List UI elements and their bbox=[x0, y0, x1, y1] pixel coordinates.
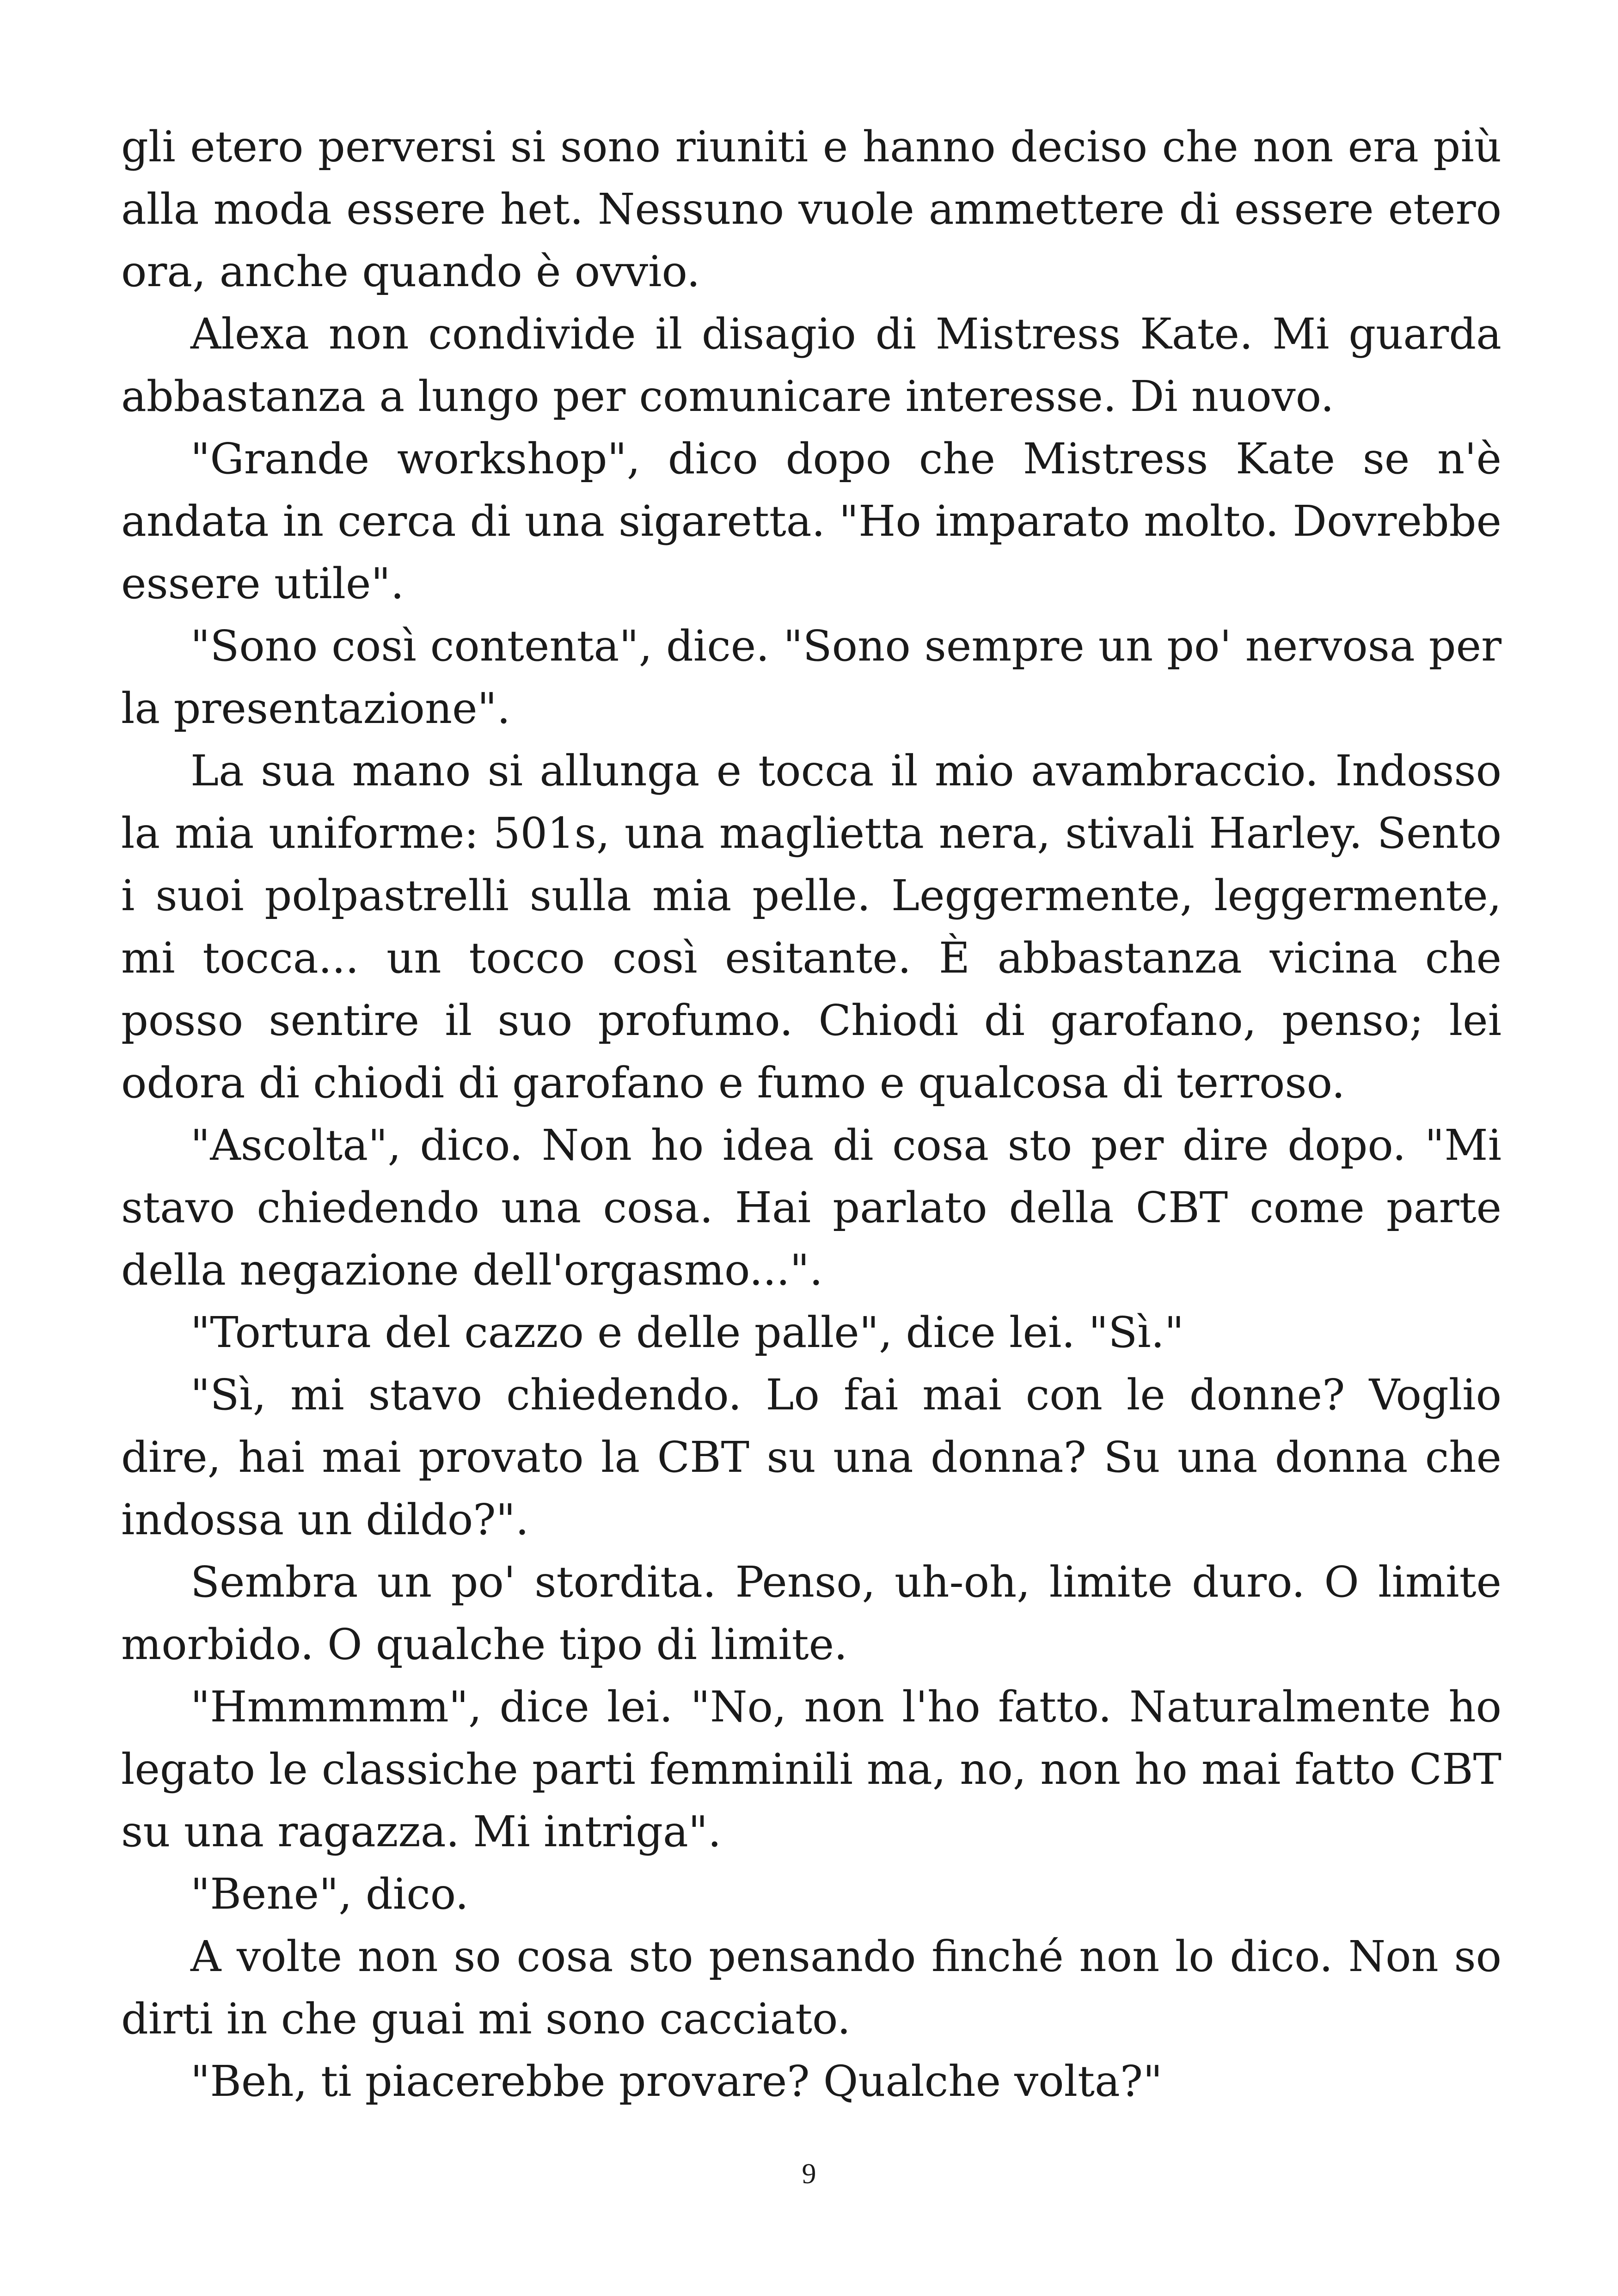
page-number: 9 bbox=[802, 2158, 816, 2190]
paragraph: "Beh, ti piacerebbe provare? Qualche volta?" bbox=[190, 2057, 1163, 2106]
paragraph: "Tortura del cazzo e delle palle", dice lei. "Sì." bbox=[190, 1308, 1184, 1357]
body-text bbox=[121, 116, 1502, 2112]
paragraph: "Hmmmmm", dice lei. "No, non l'ho fatto. Naturalmente ho legato le classiche parti femminili ma, no, non ho mai fatto CBT su una ragazza. Mi intriga". bbox=[121, 1682, 1502, 1856]
paragraph-continued: gli etero perversi si sono riuniti e hanno deciso che non era più alla moda essere het. Nessuno vuole ammettere di essere etero ora, anche quando è ovvio. bbox=[121, 122, 1502, 296]
paragraph: "Bene", dico. bbox=[190, 1869, 469, 1919]
paragraph: "Ascolta", dico. Non ho idea di cosa sto per dire dopo. "Mi stavo chiedendo una cosa. Hai parlato della CBT come parte della negazione dell'orgasmo...". bbox=[121, 1120, 1502, 1295]
paragraph: "Sono così contenta", dice. "Sono sempre un po' nervosa per la presentazione". bbox=[121, 621, 1502, 733]
paragraph: Alexa non condivide il disagio di Mistress Kate. Mi guarda abbastanza a lungo per comunicare interesse. Di nuovo. bbox=[121, 309, 1502, 421]
paragraph: A volte non so cosa sto pensando finché non lo dico. Non so dirti in che guai mi sono cacciato. bbox=[121, 1932, 1502, 2044]
paragraph: La sua mano si allunga e tocca il mio avambraccio. Indosso la mia uniforme: 501s, una maglietta nera, stivali Harley. Sento i suoi polpastrelli sulla mia pelle. Leggermente, leggermente, mi tocca... un tocco così esitante. È abbastanza vicina che posso sentire il suo profumo. Chiodi di garofano, penso; lei odora di chiodi di garofano e fumo e qualcosa di terroso. bbox=[121, 746, 1502, 1108]
paragraph: "Grande workshop", dico dopo che Mistress Kate se n'è andata in cerca di una sigaretta. "Ho imparato molto. Dovrebbe essere utile". bbox=[121, 434, 1502, 608]
paragraph: Sembra un po' stordita. Penso, uh-oh, limite duro. O limite morbido. O qualche tipo di limite. bbox=[121, 1557, 1502, 1669]
paragraph: "Sì, mi stavo chiedendo. Lo fai mai con le donne? Voglio dire, hai mai provato la CBT su una donna? Su una donna che indossa un dildo?". bbox=[121, 1370, 1502, 1544]
